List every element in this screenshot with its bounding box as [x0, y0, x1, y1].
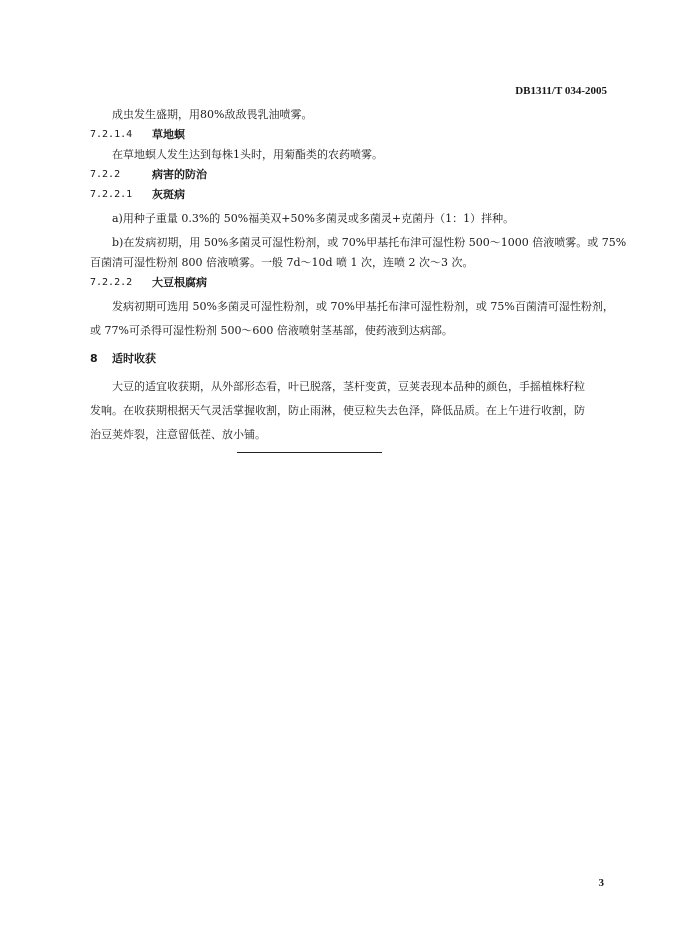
section-heading-7-2-2: [90, 165, 604, 185]
paragraph-line: 或 77%可杀得可湿性粉剂 500～600 倍液喷射茎基部，使药液到达病部。: [90, 324, 453, 337]
section-number: 7.2.2.1: [90, 189, 133, 200]
end-of-document-rule: [237, 452, 382, 453]
section-title: 病害的防治: [152, 168, 207, 181]
section-title: 草地螟: [152, 128, 185, 141]
section-number: 7.2.1.4: [90, 129, 133, 140]
section-title: 大豆根腐病: [152, 276, 207, 289]
list-item-a: a)用种子重量 0.3%的 50%福美双+50%多菌灵或多菌灵+克菌丹（1：1）拌种。: [112, 212, 515, 225]
list-item-b-line-2: 百菌清可湿性粉剂 800 倍液喷雾。一般 7d～10d 喷 1 次，连喷 2 次～3 次。: [90, 256, 474, 269]
section-number: 8: [90, 352, 98, 365]
text-line: 成虫发生盛期，用80%敌敌畏乳油喷雾。: [112, 108, 313, 121]
section-heading-8: [90, 349, 604, 369]
page-number: 3: [598, 877, 604, 889]
section-title: 适时收获: [112, 352, 156, 365]
section-heading-7-2-1-4: [90, 125, 604, 145]
section-heading-7-2-2-2: [90, 273, 604, 293]
text-line: 在草地螟人发生达到每株1头时，用菊酯类的农药喷雾。: [112, 148, 383, 161]
standard-code: DB1311/T 034-2005: [515, 85, 607, 97]
paragraph-line: 发病初期可选用 50%多菌灵可湿性粉剂，或 70%甲基托布津可湿性粉剂，或 75%百菌清可湿性粉剂，: [112, 300, 614, 313]
section-number: 7.2.2: [90, 169, 121, 180]
paragraph-line: 大豆的适宜收获期，从外部形态看，叶已脱落，茎杆变黄，豆荚表现本品种的颜色，手摇植株籽粒: [112, 380, 585, 393]
section-heading-7-2-2-1: [90, 185, 604, 205]
paragraph-line: 治豆荚炸裂，注意留低茬、放小铺。: [90, 428, 266, 441]
section-number: 7.2.2.2: [90, 277, 133, 288]
section-title: 灰斑病: [152, 188, 185, 201]
list-item-b-line-1: b)在发病初期，用 50%多菌灵可湿性粉剂，或 70%甲基托布津可湿性粉 500～1000 倍液喷雾。或 75%: [112, 236, 627, 249]
document-body: [90, 105, 627, 445]
paragraph-line: 发响。在收获期根据天气灵活掌握收割，防止雨淋，使豆粒失去色泽，降低品质。在上午进行收割，防: [90, 404, 585, 417]
